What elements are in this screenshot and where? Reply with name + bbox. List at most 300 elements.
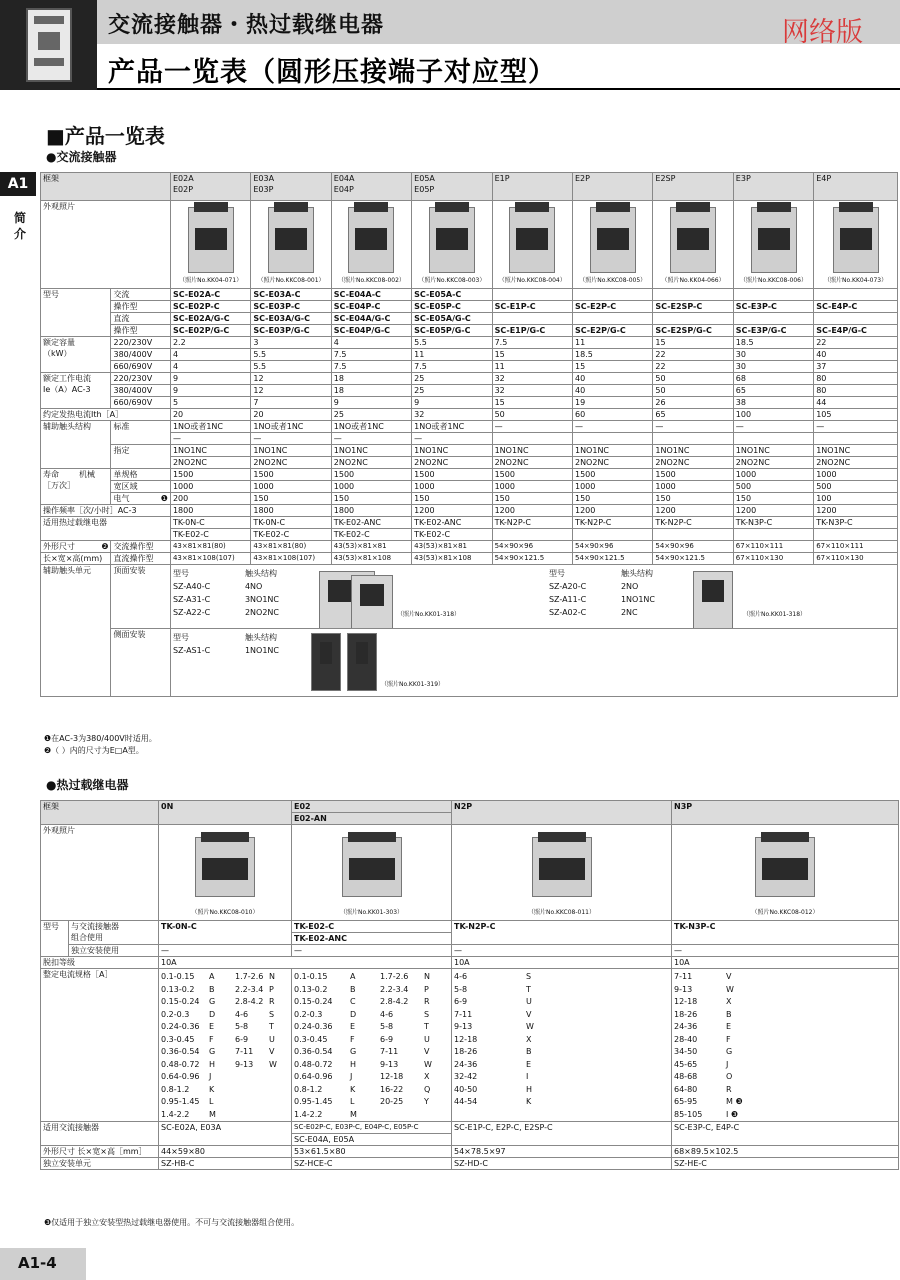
value-cell (159, 1158, 292, 1170)
value-cell (251, 433, 331, 445)
dims-size-label: 长×宽×高(mm) (43, 554, 103, 563)
value-cell (170, 433, 250, 445)
kw-value: 4 (172, 362, 179, 371)
model-cell (492, 313, 572, 325)
aux-value: 2NO2NC (735, 458, 770, 467)
aux-value: 2NO2NC (414, 458, 449, 467)
range-entry: J (209, 1072, 212, 1081)
section-title: ■产品一览表 (46, 124, 165, 148)
value-cell (733, 349, 813, 361)
life-value: 1000 (414, 482, 435, 491)
contactor-notes (44, 733, 157, 757)
range-entry: E (526, 1059, 532, 1069)
unit-value: SZ-HE-C (674, 1159, 707, 1168)
range-entry: 6-9 (380, 1034, 394, 1044)
value-cell (572, 517, 652, 529)
ie-value: 19 (574, 398, 586, 407)
value-cell (251, 409, 331, 421)
value-cell (672, 945, 899, 957)
note-1: ❶在AC-3为380/400V时适用。 (44, 734, 157, 743)
value-cell (814, 529, 898, 541)
mech-label: 机械 (79, 470, 95, 479)
frame-name: N3P (674, 802, 693, 811)
model-name: SC-E03A/G-C (253, 314, 310, 323)
value-cell (492, 457, 572, 469)
table-row (41, 1158, 899, 1170)
model-cell (733, 313, 813, 325)
range-entry: 28-40 (674, 1034, 698, 1044)
range-entry: S (424, 1009, 430, 1019)
model-cell (653, 289, 733, 301)
value-cell (412, 385, 492, 397)
frame-name: E3P (735, 174, 751, 183)
value-cell (159, 945, 292, 957)
life-value: 1000 (333, 482, 355, 491)
range-entry: 0.24-0.36 (161, 1022, 200, 1031)
model-name: SC-E05A-C (414, 290, 462, 299)
ith-value: 32 (414, 410, 425, 419)
value-cell (653, 493, 733, 505)
aux-unit-label: 辅助触头单元 (43, 566, 91, 575)
contactor-icon (26, 8, 72, 82)
dims-value: 43(53)×81×81 (414, 542, 467, 550)
relay-value: TK-N2P-C (494, 518, 531, 527)
model-cell (412, 289, 492, 301)
life-value: 150 (735, 494, 752, 503)
voltage-label: 660/690V (113, 362, 153, 371)
model-cell (814, 301, 898, 313)
op-type-cell (111, 313, 170, 325)
value-cell (653, 373, 733, 385)
ie-value: 12 (253, 374, 264, 383)
dims-value: 54×90×96 (574, 542, 614, 550)
model-cell (170, 313, 250, 325)
ith-value: 100 (735, 410, 752, 419)
value-cell (331, 553, 411, 565)
ie-value: 9 (172, 386, 179, 395)
wide-label: 宽区域 (113, 482, 138, 491)
product-photo (573, 201, 652, 287)
value-cell (814, 457, 898, 469)
value-cell (170, 469, 250, 481)
value-cell (452, 945, 672, 957)
photo-cell (492, 201, 572, 289)
value-cell (170, 337, 250, 349)
value-cell (292, 945, 452, 957)
life-value: 150 (253, 494, 269, 503)
kw-value: 3 (253, 338, 259, 347)
kw-value: 7.5 (494, 338, 508, 347)
model-name: SC-E1P/G-C (494, 326, 546, 335)
voltage-cell (111, 397, 170, 409)
life-value: 1500 (172, 470, 194, 479)
range-entry: X (726, 997, 732, 1006)
value-cell (251, 385, 331, 397)
range-entry: Y (424, 1097, 429, 1106)
value-cell (572, 337, 652, 349)
frame-name: E02P (172, 185, 194, 194)
frame-name: E02A (172, 174, 194, 183)
value-cell (572, 445, 652, 457)
kw-value: 40 (816, 350, 827, 359)
range-entry: 0.24-0.36 (294, 1022, 333, 1031)
value-cell (452, 957, 672, 969)
model-cell (492, 301, 572, 313)
product-photo (734, 201, 813, 287)
model-name: SC-E2P-C (574, 302, 617, 311)
kw-value: 11 (574, 338, 586, 347)
life-value: 1000 (735, 470, 757, 479)
range-entry: 4-6 (380, 1009, 394, 1019)
value-cell (292, 1122, 452, 1134)
kw-value: 37 (816, 362, 827, 371)
model-cell (653, 313, 733, 325)
life-value: 150 (414, 494, 430, 503)
photo-cell (452, 825, 672, 921)
frame-name: E2SP (655, 174, 676, 183)
range-entry: 0.48-0.72 (294, 1059, 333, 1069)
photo-cell (814, 201, 898, 289)
range-entry: 9-13 (674, 984, 693, 994)
dims-value: 54×90×121.5 (655, 554, 705, 562)
unit-model: SZ-A31-C (172, 595, 211, 604)
frame-name: E04P (333, 185, 354, 194)
page-title: 产品一览表（圆形压接端子对应型） (108, 57, 556, 88)
unit-model: SZ-AS1-C (172, 646, 211, 655)
ie-value: 32 (494, 374, 505, 383)
model-label-cell (41, 921, 69, 957)
product-photo (814, 201, 897, 287)
op-type-cell (111, 289, 170, 301)
wan-label: ［万次］ (43, 481, 75, 490)
value-cell (170, 385, 250, 397)
aux-value: 1NO1NC (574, 446, 610, 455)
dims-value: 54×90×96 (655, 542, 694, 550)
range-entry: 0.95-1.45 (161, 1097, 200, 1106)
range-entry: T (526, 984, 531, 994)
life-value: 500 (816, 482, 832, 491)
value-cell (251, 517, 331, 529)
range-entry (380, 1109, 424, 1122)
range-entry: 0.64-0.96 (294, 1072, 333, 1081)
range-entry: H (350, 1059, 357, 1069)
value-cell (653, 337, 733, 349)
model-cell (572, 301, 652, 313)
value-cell (412, 457, 492, 469)
value-cell (251, 397, 331, 409)
range-entry: J (726, 1059, 729, 1069)
value-cell (159, 957, 452, 969)
range-entry: R (726, 1084, 732, 1094)
range-entry: 4-6 (454, 972, 468, 981)
value-cell (492, 529, 572, 541)
model-cell (733, 289, 813, 301)
range-entry: 0.8-1.2 (161, 1084, 190, 1094)
value-cell (733, 517, 813, 529)
kw-value: 11 (494, 362, 505, 371)
aux-value: 1NO1NC (655, 446, 690, 455)
value-cell (733, 385, 813, 397)
range-entry: 2.8-4.2 (235, 997, 264, 1006)
value-cell (814, 385, 898, 397)
frame-name: E4P (816, 174, 832, 183)
model-name: SC-E3P/G-C (735, 326, 787, 335)
range-entry: V (526, 1009, 532, 1019)
aux-value: — (172, 434, 181, 443)
value-cell (170, 361, 250, 373)
range-entry: 0.1-0.15 (161, 972, 195, 981)
model-name: SC-E4P/G-C (816, 326, 867, 335)
range-entry: 44-54 (454, 1097, 478, 1106)
life-value: 1000 (816, 470, 837, 479)
aux-value: 1NO1NC (414, 446, 449, 455)
frame-name: E02 (294, 802, 311, 811)
model-name: SC-E03P/G-C (253, 326, 310, 335)
ie-value: 7 (253, 398, 259, 407)
table-row (41, 289, 898, 301)
photo-cell (572, 201, 652, 289)
range-entry: 0.1-0.15 (294, 972, 328, 981)
range-entry: 64-80 (674, 1084, 698, 1094)
op-type-cell (111, 325, 170, 337)
table-row (41, 825, 899, 921)
range-entry: E (209, 1022, 215, 1031)
range-cell (452, 969, 672, 1122)
kw-value: 5.5 (414, 338, 427, 347)
value-cell (492, 541, 572, 553)
range-entry: 5-8 (454, 984, 468, 994)
photo-caption: （照片No.KKC08-004） (498, 277, 566, 284)
sub-cell (111, 553, 170, 565)
range-entry: R (269, 997, 275, 1006)
header-rule (97, 88, 900, 90)
ith-value: 65 (655, 410, 666, 419)
range-entry: W (726, 984, 734, 994)
photo-caption: （照片No.KKC08-006） (740, 277, 807, 284)
model-cell (251, 301, 331, 313)
table-row (41, 373, 898, 385)
range-entry (269, 1071, 283, 1084)
dims-value: 67×110×111 (816, 542, 864, 550)
frame-name: E03A (253, 174, 275, 183)
model-name: SC-E02A-C (172, 290, 221, 299)
value-cell (572, 529, 652, 541)
value-cell (814, 505, 898, 517)
model-cell (170, 325, 250, 337)
ie-value: 32 (494, 386, 505, 395)
relay-value: TK-E02-ANC (333, 518, 381, 527)
value-cell (331, 469, 411, 481)
ith-value: 25 (333, 410, 344, 419)
value-cell (572, 505, 652, 517)
contactor-image (509, 207, 555, 273)
value-cell (331, 457, 411, 469)
life-value: 150 (333, 494, 350, 503)
frame-name: E1P (494, 174, 510, 183)
model-name: TK-N3P-C (674, 922, 716, 931)
kw-value: 15 (574, 362, 586, 371)
value-cell (814, 469, 898, 481)
value-cell (733, 373, 813, 385)
value-cell (412, 469, 492, 481)
value-cell (331, 481, 411, 493)
unit-value: SZ-HCE-C (294, 1159, 333, 1168)
ith-value: 105 (816, 410, 832, 419)
table-row (41, 421, 898, 433)
model-name: SC-E04A-C (333, 290, 381, 299)
value-cell (814, 493, 898, 505)
value-cell (251, 529, 331, 541)
range-entry: 0.95-1.45 (294, 1097, 333, 1106)
model-name: SC-E03P-C (253, 302, 301, 311)
value-cell (251, 361, 331, 373)
dims-value: 43(53)×81×81 (333, 542, 387, 550)
photo-caption: （照片No.KK01-303） (339, 909, 404, 916)
range-entry: 2.2-3.4 (380, 984, 409, 994)
value-cell (492, 469, 572, 481)
value-cell (733, 397, 813, 409)
value-cell (170, 541, 250, 553)
frame-label: 框架 (43, 802, 59, 811)
photo-caption: （照片No.KK04-071） (179, 277, 243, 284)
unit-label: 独立安装单元 (43, 1159, 91, 1168)
aux-unit-block (549, 567, 655, 619)
table-row (41, 945, 899, 957)
ie-value: 9 (333, 398, 339, 407)
relay-image (342, 837, 402, 897)
table-row (41, 337, 898, 349)
value-cell (412, 397, 492, 409)
model-name: SC-E05P/G-C (414, 326, 471, 335)
range-entry: A (350, 972, 356, 981)
life-label: 寿命 (43, 470, 59, 479)
aux-unit-cell (170, 629, 897, 697)
value-cell (653, 529, 733, 541)
photo-caption: （照片No.KKC08-010） (191, 909, 259, 916)
range-entry: G (209, 997, 216, 1006)
frame-name: E05A (414, 174, 435, 183)
kw-value: 7.5 (333, 350, 347, 359)
product-photo (292, 825, 451, 919)
frame-cell (814, 173, 898, 201)
frame-sub-name: E02-AN (294, 814, 327, 823)
range-entry: V (269, 1047, 275, 1056)
unit-model: SZ-A02-C (548, 608, 587, 617)
range-entry (269, 1084, 283, 1097)
photo-caption: （照片No.KKC08-011） (528, 909, 595, 916)
range-entry: V (424, 1047, 430, 1056)
elec-label: 电气 (113, 494, 130, 503)
value-cell (492, 349, 572, 361)
top-mount-label: 顶面安装 (113, 566, 146, 575)
value-cell (672, 1146, 899, 1158)
model-cell (170, 289, 250, 301)
value-cell (814, 481, 898, 493)
voltage-label: 380/400V (113, 386, 153, 395)
kw-value: 7.5 (414, 362, 427, 371)
table-row (41, 553, 898, 565)
freq-value: 1800 (253, 506, 274, 515)
model-cell (653, 301, 733, 313)
value-cell (572, 397, 652, 409)
model-cell (814, 289, 898, 301)
range-entry: H (526, 1084, 533, 1094)
value-cell (572, 361, 652, 373)
model-name: SC-E05A/G-C (414, 314, 471, 323)
ith-value: 20 (172, 410, 184, 419)
value-cell (251, 445, 331, 457)
range-entry: I (526, 1072, 529, 1081)
ie-label: Ie（A）AC-3 (43, 385, 91, 394)
ie-value: 80 (816, 386, 827, 395)
aux-value: 1NO1NC (172, 446, 207, 455)
value-cell (492, 337, 572, 349)
life-value: 1000 (253, 482, 274, 491)
value-cell (814, 553, 898, 565)
model-cell (412, 301, 492, 313)
model-name: SC-E3P-C (735, 302, 777, 311)
unit-model: SZ-A11-C (548, 595, 587, 604)
value-cell (331, 529, 411, 541)
contactor-image (429, 207, 475, 273)
contactor-image (188, 207, 234, 273)
model-name: SC-E02P-C (172, 302, 220, 311)
value-cell (653, 349, 733, 361)
indep-label: 独立安装使用 (71, 946, 119, 955)
value-cell (170, 373, 250, 385)
value-cell (292, 1158, 452, 1170)
range-cell (159, 969, 292, 1122)
aux-unit-image (347, 633, 377, 691)
table-row (41, 397, 898, 409)
std-label: 标准 (113, 422, 130, 431)
model-cell (251, 289, 331, 301)
voltage-label: 220/230V (113, 374, 153, 383)
aux-value: 2NO2NC (655, 458, 690, 467)
value-cell (572, 469, 652, 481)
dims-value: 54×90×96 (494, 542, 534, 550)
model-name: SC-E04P/G-C (333, 326, 391, 335)
ie-value: 26 (655, 398, 666, 407)
op-type-label: 交流 (113, 290, 130, 299)
model-cell (572, 289, 652, 301)
model-name: SC-E2P/G-C (574, 326, 626, 335)
value-cell (492, 517, 572, 529)
range-entry: J (350, 1072, 353, 1081)
value-cell (653, 445, 733, 457)
value-cell (251, 481, 331, 493)
range-entry: 0.13-0.2 (294, 984, 328, 994)
unit-contacts: 2NO (620, 582, 639, 591)
relay-image (755, 837, 815, 897)
trip-label: 脱扣等级 (43, 958, 75, 967)
range-entry: W (424, 1059, 432, 1069)
dims-value: 44×59×80 (161, 1147, 205, 1156)
model-name: SC-E04A/G-C (333, 314, 391, 323)
range-entry: 34-50 (674, 1047, 698, 1056)
sub-cell (69, 945, 159, 957)
range-entry: U (424, 1034, 430, 1044)
aux-value: 1NO1NC (735, 446, 770, 455)
ie-value: 40 (574, 386, 586, 395)
range-entry: 32-42 (454, 1072, 478, 1081)
single-label: 单规格 (113, 470, 138, 479)
value-cell (412, 541, 492, 553)
freq-value: 1200 (735, 506, 757, 515)
trip-value: 10A (161, 958, 177, 967)
dims-value: 53×61.5×80 (294, 1147, 346, 1156)
ie-value: 18 (333, 374, 344, 383)
